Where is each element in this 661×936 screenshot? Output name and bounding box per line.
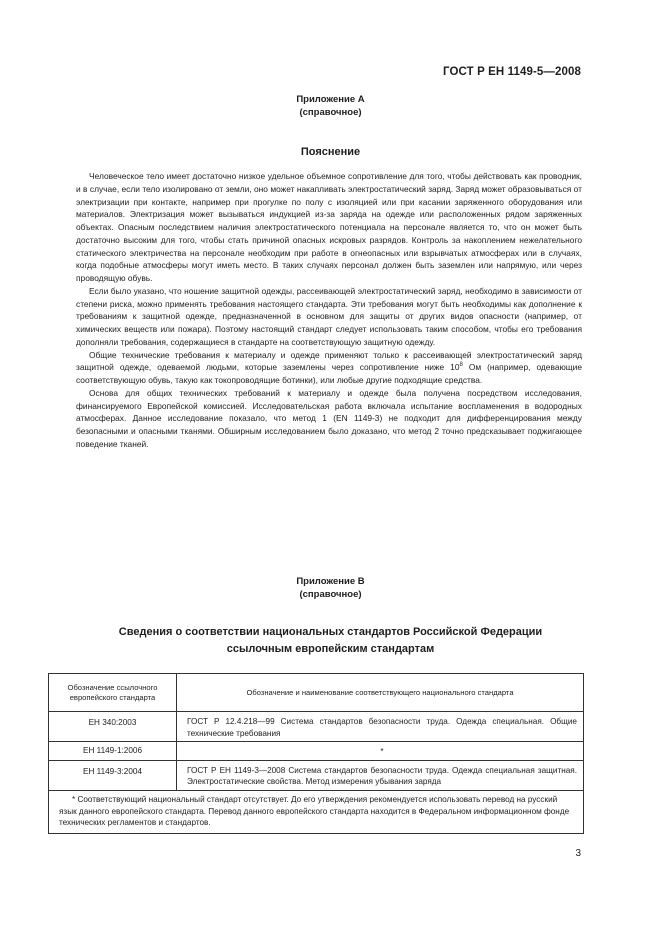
paragraph: Если было указано, что ношение защитной одежды, рассеивающей электростатический заряд, необходимо в зависимости от степени риска, можно применять требования настоящего стандарта. Эти требования могут быть необходимы как дополнение к требованиям к защитной одежде, предназначенной в основном для защиты от других видов опасности (например, от химических веществ или пожара). Поэтому настоящий стандарт следует использовать таким способом, чтобы его требования дополняли требования, содержащиеся в стандарте на соответствующую защитную одежду. — [76, 285, 582, 347]
appendix-a-label: Приложение А — [296, 94, 365, 105]
appendix-b-status: (справочное) — [299, 589, 362, 600]
appendix-a-body — [76, 170, 582, 451]
page-number: 3 — [575, 848, 581, 859]
appendix-b-label: Приложение В — [296, 576, 365, 587]
paragraph: Основа для общих технических требований к материалу и одежде была получена посредством исследования, финансируемого Европейской комиссией. Исследовательская работа включала испытание воспламенения в водородных атмосферах. Данное исследование показало, что метод 1 (EN 1149-3) не подходит для дифференцирования между безопасными и опасными тканями. Обширным исследованием было доказано, что метод 2 точно предсказывает поджигающее поведение тканей. — [76, 387, 582, 449]
european-standard-cell: ЕН 1149-1:2006 — [49, 742, 177, 761]
appendix-a-status: (справочное) — [299, 107, 362, 118]
table-footnote-row — [49, 790, 584, 833]
column-header-national: Обозначение и наименование соответствующего национального стандарта — [177, 674, 584, 712]
table-row — [49, 742, 584, 761]
european-standard-cell: ЕН 1149-3:2004 — [49, 760, 177, 790]
national-standard-cell: ГОСТ Р ЕН 1149-3—2008 Система стандартов безопасности труда. Одежда специальная защитная. Электростатические свойства. Метод измерения убывания заряда — [177, 760, 584, 790]
european-standard-cell: ЕН 340:2003 — [49, 712, 177, 742]
table-header-row — [49, 674, 584, 712]
paragraph-resistance — [76, 349, 582, 387]
appendix-b-title-line1: Сведения о соответствии национальных стандартов Российской Федерации — [118, 626, 543, 638]
national-standard-cell: ГОСТ Р 12.4.218—99 Система стандартов безопасности труда. Одежда специальная. Общие технические требования — [177, 712, 584, 742]
column-header-european: Обозначение ссылочного европейского стандарта — [49, 674, 177, 712]
table-row — [49, 760, 584, 790]
appendix-b-title-line2: ссылочным европейским стандартам — [226, 643, 435, 655]
footnote-text: * Соответствующий национальный стандарт отсутствует. До его утверждения рекомендуется использовать перевод на русский язык данного европейского стандарта. Перевод данного европейского стандарта находится в Федеральном информационном фонде технических регламентов и стандартов. — [59, 794, 570, 828]
national-standard-cell: * — [177, 742, 584, 761]
table-footnote — [49, 790, 584, 833]
correspondence-table — [48, 673, 584, 834]
table-row — [49, 712, 584, 742]
paragraph: Человеческое тело имеет достаточно низкое удельное объемное сопротивление для того, чтобы действовать как проводник, и в случае, если тело изолировано от земли, оно может накапливать электростатический заряд. Заряд может образовываться от электризации при контакте, например при прогулке по полу с изоляцией или при касании заряженного оборудования или материалов. Электризация может вызываться индукцией из-за заряда на одежде или расположенных рядом заряженных объектах. Опасным последствием наличия электростатического потенциала на персонале является то, что он может быть достаточно высоким для того, чтобы стать причиной опасных искровых разрядов. Контроль за накоплением нежелательного статического электричества на персонале необходим при работе в огнеопасных или взрывчатых атмосферах или в случаях, когда подобные атмосферы могут иметь место. В таких случаях персонал должен быть заземлен или напрямую, или через проводящую обувь. — [76, 171, 582, 283]
paragraph-text: Ом (например, одевающие соответствующую обувь, такую как токопроводящие ботинки), или любые другие подходящие средства. — [76, 362, 582, 385]
appendix-a-title: Пояснение — [300, 146, 361, 158]
exponent: 8 — [459, 362, 463, 369]
document-code: ГОСТ Р ЕН 1149-5—2008 — [443, 66, 581, 78]
paragraph-text: Общие технические требования к материалу и одежде применяют только к рассеивающей электростатический заряд защитной одежде, одеваемой людьми, которые заземлены через сопротивление ниже 10 — [76, 349, 582, 373]
